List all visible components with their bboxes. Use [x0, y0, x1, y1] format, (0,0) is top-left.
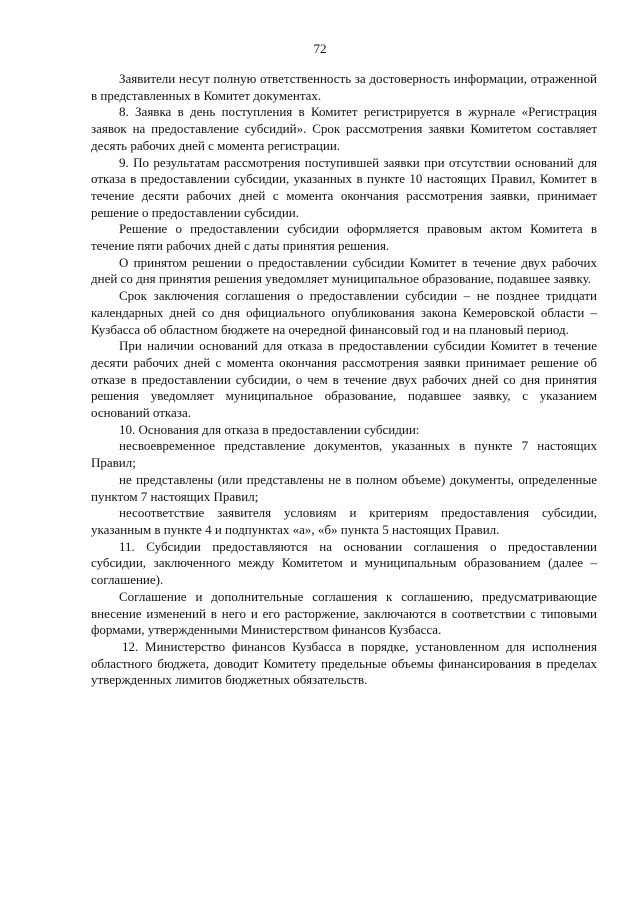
- paragraph-refusal-late-documents: несвоевременное представление документов, указанных в пункте 7 настоящих Правил;: [91, 438, 597, 471]
- paragraph-agreement-term: Срок заключения соглашения о предоставлении субсидии – не позднее тридцати календарных дней со дня официального опубликования закона Кемеровской области – Кузбасса об областном бюджете на очередной финансовый год и на плановый период.: [91, 288, 597, 337]
- paragraph-supplementary-agreements: Соглашение и дополнительные соглашения к соглашению, предусматривающие внесение изменений в него и его расторжение, заключаются в соответствии с типовыми формами, утвержденными Министерством финансов Кузбасса.: [91, 588, 597, 638]
- paragraph-9-review-results: 9. По результатам рассмотрения поступившей заявки при отсутствии оснований для отказа в предоставлении субсидии, указанных в пункте 10 настоящих Правил, Комитет в течение десяти рабочих дней с момента окончания рассмотрения заявки, принимает решение о предоставлении субсидии.: [91, 154, 597, 220]
- paragraph-10-refusal-grounds: 10. Основания для отказа в предоставлении субсидии:: [119, 421, 420, 437]
- paragraph-11-agreement-basis: 11. Субсидии предоставляются на основании соглашения о предоставлении субсидии, заключенного между Комитетом и муниципальным образованием (далее – соглашение).: [91, 538, 597, 588]
- paragraph-12-funding-limits: 12. Министерство финансов Кузбасса в порядке, установленном для исполнения областного бюджета, доводит Комитету предельные объемы финансирования в пределах утвержденных лимитов бюджетных обязательств.: [91, 638, 597, 688]
- page-number: 72: [313, 41, 327, 56]
- paragraph-refusal-procedure: При наличии оснований для отказа в предоставлении субсидии Комитет в течение десяти рабочих дней с момента окончания рассмотрения заявки принимает решение об отказе в предоставлении субсидии, о чем в течение двух рабочих дней со дня принятия решения уведомляет муниципальное образование, подавшее заявку, с указанием оснований отказа.: [91, 338, 597, 421]
- paragraph-applicant-responsibility: Заявители несут полную ответственность за достоверность информации, отраженной в представленных в Комитет документах.: [91, 71, 597, 103]
- document-body: [91, 71, 597, 689]
- paragraph-refusal-criteria-mismatch: несоответствие заявителя условиям и критериям предоставления субсидии, указанным в пункте 4 и подпунктах «а», «б» пункта 5 настоящих Правил.: [91, 505, 597, 537]
- paragraph-decision-notice: О принятом решении о предоставлении субсидии Комитет в течение двух рабочих дней со дня принятия решения уведомляет муниципальное образование, подавшее заявку.: [91, 254, 597, 287]
- paragraph-refusal-incomplete-documents: не представлены (или представлены не в полном объеме) документы, определенные пунктом 7 настоящих Правил;: [91, 471, 597, 504]
- paragraph-decision-act: Решение о предоставлении субсидии оформляется правовым актом Комитета в течение пяти рабочих дней с даты принятия решения.: [91, 221, 597, 254]
- paragraph-8-registration: 8. Заявка в день поступления в Комитет регистрируется в журнале «Регистрация заявок на предоставление субсидий». Срок рассмотрения заявки Комитетом составляет десять рабочих дней с момента регистрации.: [91, 104, 597, 153]
